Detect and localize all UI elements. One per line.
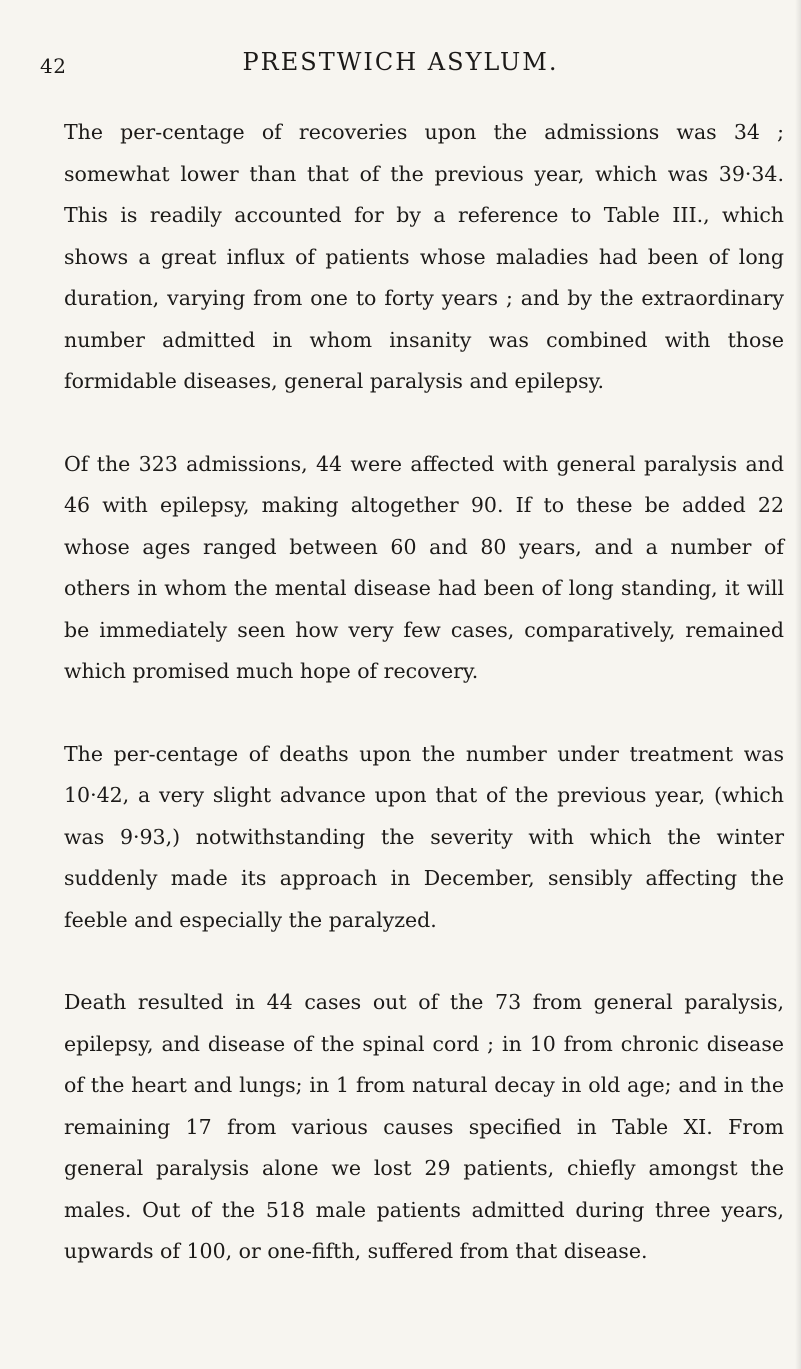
running-head: PRESTWICH ASYLUM.	[242, 48, 559, 76]
body-text	[64, 112, 784, 1273]
page-edge-shadow	[795, 0, 801, 1369]
paragraph-causes-of-death: Death resulted in 44 cases out of the 73 from general paralysis, epilepsy, and disease of the spinal cord ; in 10 from chronic disease of the heart and lungs; in 1 from natural decay in old age; and in the remaining 17 from various causes specified in Table XI. From general paralysis alone we lost 29 patients, chiefly amongst the males. Out of the 518 male patients admitted during three years, upwards of 100, or one-fifth, suffered from that disease.	[64, 990, 784, 1263]
paragraph-deaths: The per-centage of deaths upon the number under treatment was 10·42, a very slight advance upon that of the previous year, (which was 9·93,) notwithstanding the severity with which the winter suddenly made its approach in December, sensibly affecting the feeble and especially the paralyzed.	[64, 741, 784, 932]
paragraph-admissions: Of the 323 admissions, 44 were affected with general paralysis and 46 with epilepsy, making altogether 90. If to these be added 22 whose ages ranged between 60 and 80 years, and a number of others in whom the mental disease had been of long standing, it will be immediately seen how very few cases, comparatively, remained which promised much hope of recovery.	[64, 451, 784, 683]
paragraph-recoveries: The per-centage of recoveries upon the admissions was 34 ; somewhat lower than that of the previous year, which was 39·34. This is readily accounted for by a reference to Table III., which shows a great influx of patients whose maladies had been of long duration, varying from one to forty years ; and by the extraordinary number admitted in whom insanity was combined with those formidable diseases, general paralysis and epilepsy.	[64, 120, 784, 393]
page-number: 42	[40, 54, 67, 78]
